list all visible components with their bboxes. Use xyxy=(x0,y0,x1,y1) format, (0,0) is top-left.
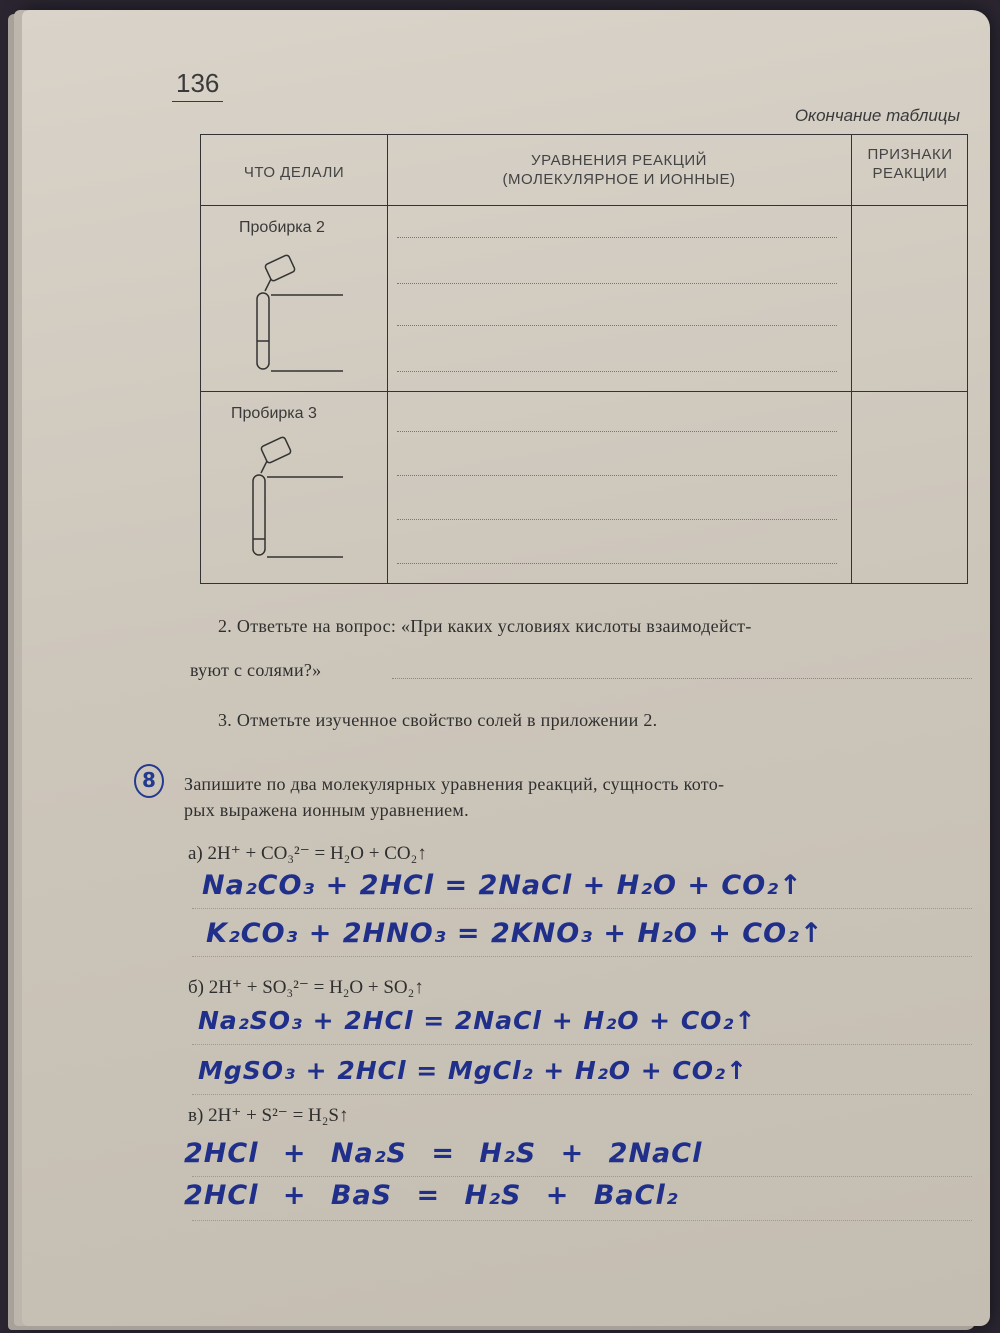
header-signs-line1: ПРИЗНАКИ xyxy=(867,146,953,163)
part-a-label: а) xyxy=(188,843,203,864)
header-what-done: ЧТО ДЕЛАЛИ xyxy=(243,164,345,181)
task-number-marker: 8 xyxy=(134,764,164,798)
test-tube-pouring-icon xyxy=(247,435,357,563)
experiment-table xyxy=(200,134,968,584)
answer-line[interactable] xyxy=(397,519,837,520)
part-b-label: б) xyxy=(188,977,204,998)
writing-line xyxy=(192,956,972,957)
part-c-label: в) xyxy=(188,1105,204,1126)
question-3: 3. Отметьте изученное свойство солей в приложении 2. xyxy=(218,710,658,730)
answer-line[interactable] xyxy=(397,431,837,432)
table-divider xyxy=(201,391,967,392)
writing-line xyxy=(192,908,972,909)
writing-line xyxy=(192,1044,972,1045)
table-divider xyxy=(851,135,852,583)
header-equations xyxy=(387,151,851,189)
handwritten-answer-a2: K₂CO₃ + 2HNO₃ = 2KNO₃ + H₂O + CO₂↑ xyxy=(206,918,824,949)
answer-line[interactable] xyxy=(397,325,837,326)
answer-line[interactable] xyxy=(397,237,837,238)
header-signs xyxy=(851,145,969,183)
part-c-ionic-equation xyxy=(188,1104,348,1127)
question-2-answer-line[interactable] xyxy=(392,678,972,679)
table-caption: Окончание таблицы xyxy=(794,106,960,125)
test-tube-pouring-icon xyxy=(251,253,361,375)
writing-line xyxy=(192,1094,972,1095)
question-2-line1: 2. Ответьте на вопрос: «При каких условиях кислоты взаимодейст- xyxy=(218,616,752,636)
question-2-line2: вуют с солями?» xyxy=(190,660,322,680)
handwritten-answer-b2: MgSO₃ + 2HCl = MgCl₂ + H₂O + CO₂↑ xyxy=(198,1056,748,1085)
answer-line[interactable] xyxy=(397,371,837,372)
writing-line xyxy=(192,1176,972,1177)
handwritten-answer-b1: Na₂SO₃ + 2HCl = 2NaCl + H₂O + CO₂↑ xyxy=(198,1006,757,1035)
part-a-formula: 2H⁺ + CO₃²⁻ = H₂O + CO₂↑ xyxy=(207,843,427,864)
handwritten-answer-c1: 2HCl + Na₂S = H₂S + 2NaCl xyxy=(184,1138,703,1169)
answer-line[interactable] xyxy=(397,475,837,476)
row-label-tube-2: Пробирка 2 xyxy=(239,219,325,236)
part-b-ionic-equation xyxy=(188,976,424,999)
task-text-line1: Запишите по два молекулярных уравнения реакций, сущность кото- xyxy=(184,774,725,794)
row-label-tube-3: Пробирка 3 xyxy=(231,405,317,422)
writing-line xyxy=(192,1220,972,1221)
table-divider xyxy=(201,205,967,206)
page-number: 136 xyxy=(172,68,223,102)
answer-line[interactable] xyxy=(397,283,837,284)
header-equations-line2: (МОЛЕКУЛЯРНОЕ И ИОННЫЕ) xyxy=(502,171,736,188)
handwritten-answer-c2: 2HCl + BaS = H₂S + BaCl₂ xyxy=(184,1180,679,1211)
table-divider xyxy=(387,135,388,583)
header-signs-line2: РЕАКЦИИ xyxy=(872,165,948,182)
workbook-page xyxy=(22,10,990,1326)
part-c-formula: 2H⁺ + S²⁻ = H₂S↑ xyxy=(208,1105,349,1126)
answer-line[interactable] xyxy=(397,563,837,564)
task-text-line2: рых выражена ионным уравнением. xyxy=(184,800,469,820)
handwritten-answer-a1: Na₂CO₃ + 2HCl = 2NaCl + H₂O + CO₂↑ xyxy=(202,870,803,901)
part-a-ionic-equation xyxy=(188,842,427,865)
part-b-formula: 2H⁺ + SO₃²⁻ = H₂O + SO₂↑ xyxy=(208,977,424,998)
header-equations-line1: УРАВНЕНИЯ РЕАКЦИЙ xyxy=(531,152,707,169)
